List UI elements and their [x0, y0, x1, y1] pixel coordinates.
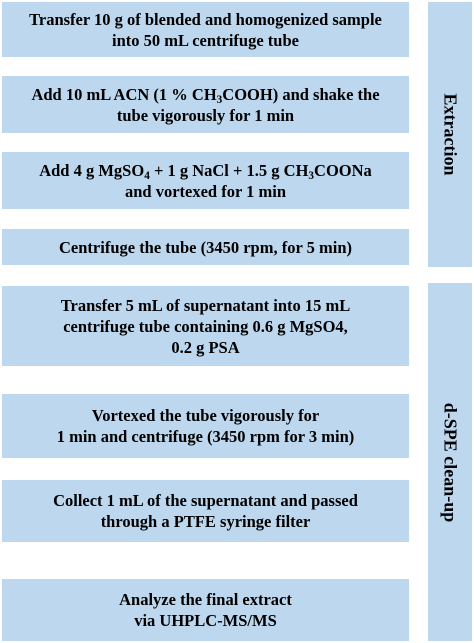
step-3-add-salts: [2, 152, 409, 209]
step-text-line: via UHPLC-MS/MS: [134, 611, 277, 630]
step-text-line: Add 10 mL ACN (1 % $CH_3COOH$) and shake the: [31, 84, 380, 106]
arrow-1-to-2: [215, 57, 239, 65]
step-text-line: Analyze the final extract: [119, 590, 292, 609]
step-text-line: centrifuge tube containing 0.6 g MgSO4,: [63, 316, 348, 336]
step-text-line: and vortexed for 1 min: [124, 181, 287, 201]
step-text: [39, 160, 372, 202]
step-6-vortex-centrifuge: [2, 394, 409, 458]
step-text: [119, 589, 292, 631]
step-text: [59, 237, 352, 258]
step-text-line: tube vigorously for 1 min: [116, 105, 295, 125]
step-text-line: Transfer 10 g of blended and homogenized sample: [29, 9, 382, 29]
phase-cleanup: [428, 283, 472, 641]
arrow-7-to-8: [215, 542, 239, 550]
arrow-3-to-4: [215, 209, 239, 217]
arrow-6-to-7: [215, 458, 239, 466]
step-text: [57, 405, 355, 447]
step-text: [31, 84, 379, 126]
step-text: [29, 9, 382, 51]
step-text-line: through a PTFE syringe filter: [100, 512, 311, 531]
arrow-5-to-6: [215, 366, 239, 374]
step-text-line: Add 4 g MgSO$_4$ + 1 g NaCl + 1.5 g $CH_3COONa$: [39, 160, 372, 182]
arrow-2-to-3: [215, 133, 239, 141]
step-2-add-acn: [2, 76, 409, 133]
step-1-transfer-sample: [2, 2, 409, 57]
step-4-centrifuge: [2, 229, 409, 265]
step-text: [53, 490, 358, 532]
step-8-analyze: [2, 579, 409, 641]
phase-cleanup-label: d-SPE clean-up: [440, 402, 461, 522]
step-7-collect-filter: [2, 480, 409, 542]
step-5-transfer-supernatant: [2, 286, 409, 366]
phase-extraction: [428, 2, 472, 267]
step-text-line: Centrifuge the tube (3450 rpm, for 5 min): [59, 237, 352, 257]
phase-extraction-label: Extraction: [440, 93, 461, 176]
step-text-line: Vortexed the tube vigorously for: [91, 406, 320, 425]
step-text: [61, 295, 351, 358]
step-text-line: 0.2 g PSA: [171, 337, 240, 357]
step-text-line: Transfer 5 mL of supernatant into 15 mL: [60, 295, 351, 315]
arrow-4-to-5: [215, 265, 239, 273]
step-text-line: 1 min and centrifuge (3450 rpm for 3 min): [56, 427, 355, 446]
step-text-line: Collect 1 mL of the supernatant and passed: [53, 491, 358, 510]
step-text-line: into 50 mL centrifuge tube: [111, 30, 299, 50]
